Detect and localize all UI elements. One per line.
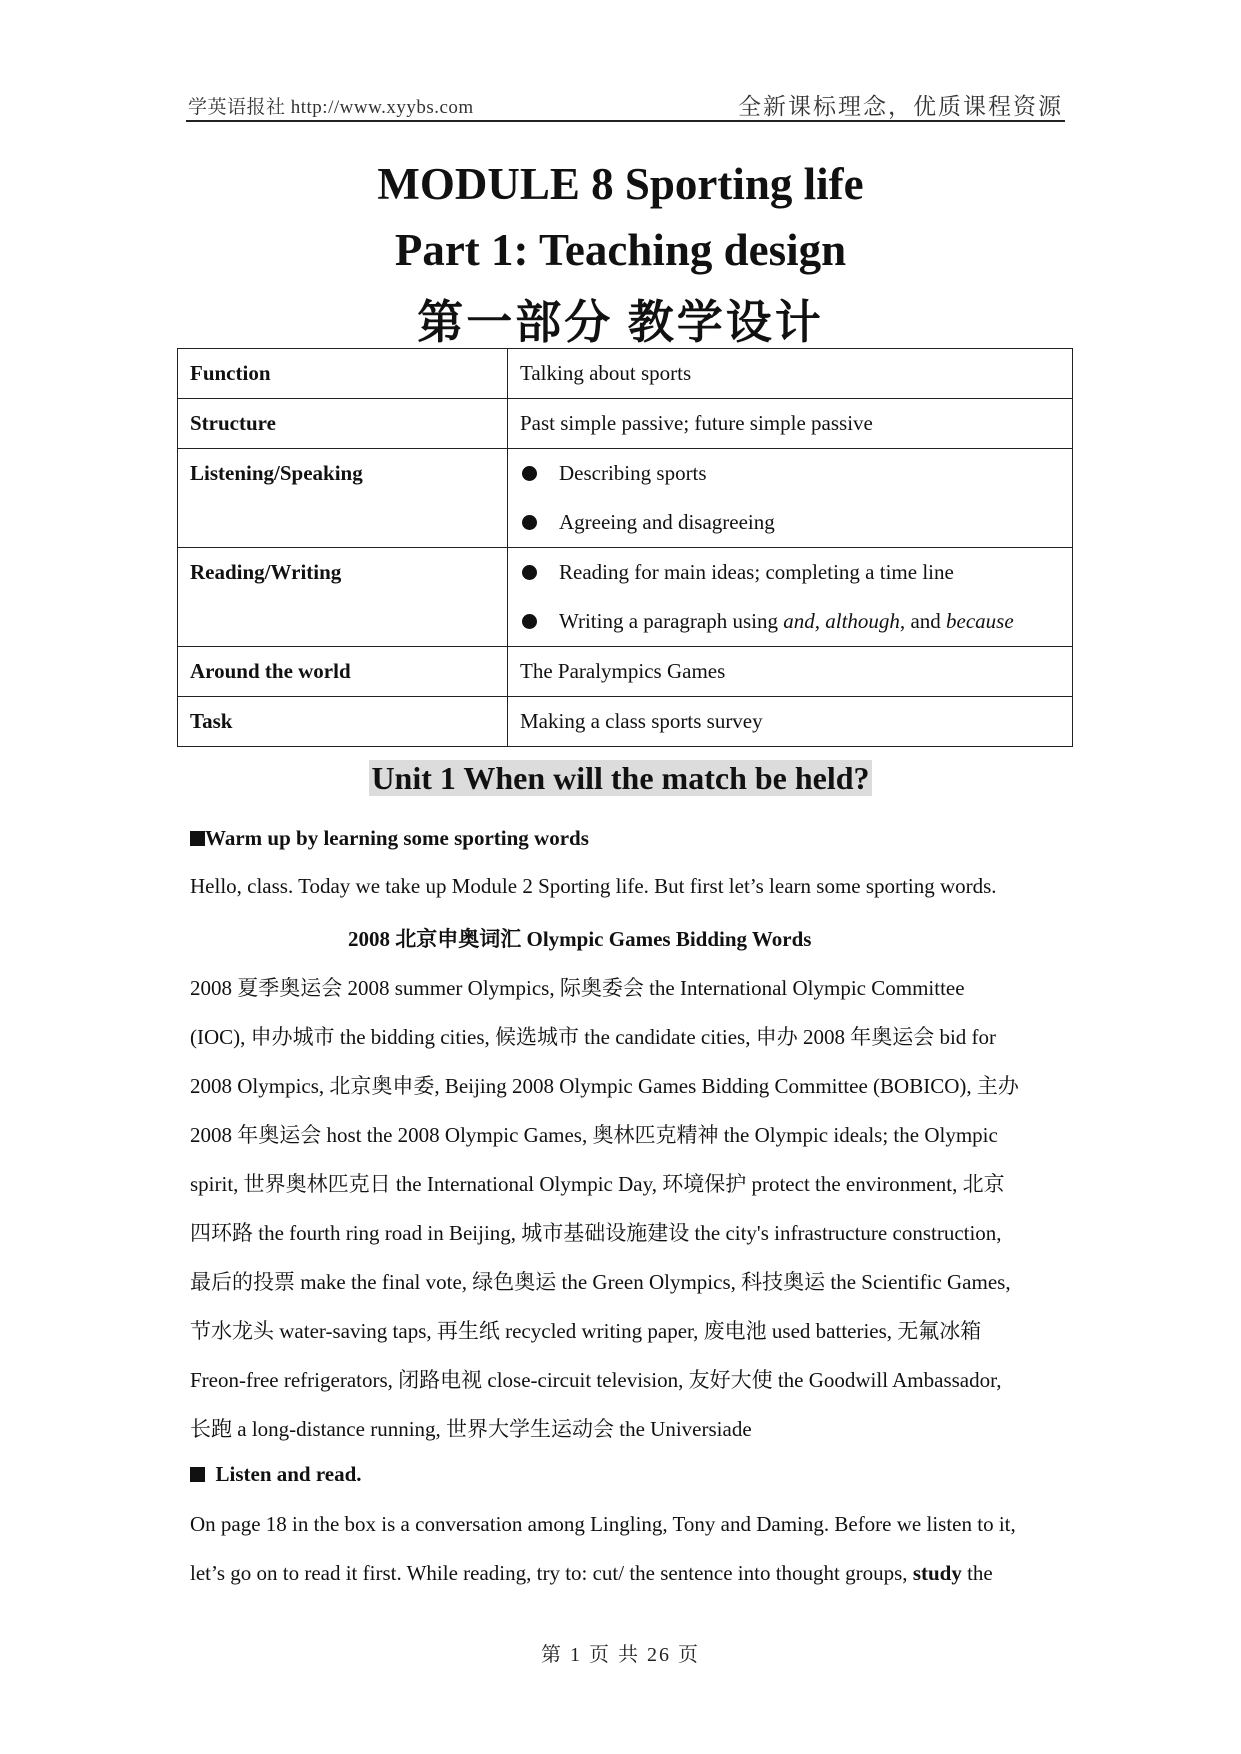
vocabulary-line: spirit, 世界奥林匹克日 the International Olympic Day, 环境保护 protect the environment, 北京 xyxy=(190,1172,1005,1196)
listen-line-bold: study xyxy=(912,1561,962,1585)
vocabulary-line: 长跑 a long-distance running, 世界大学生运动会 the Universiade xyxy=(190,1417,752,1441)
listen-paragraph-line: On page 18 in the box is a conversation among Lingling, Tony and Daming. Before we listen to it, xyxy=(190,1512,1016,1536)
vocabulary-line: (IOC), 申办城市 the bidding cities, 候选城市 the candidate cities, 申办 2008 年奥运会 bid for xyxy=(190,1025,997,1049)
reading-item-mid: and xyxy=(905,609,947,633)
listen-heading xyxy=(190,1462,362,1487)
list-item xyxy=(520,548,1060,597)
function-value: Talking about sports xyxy=(508,349,1073,399)
unit-title xyxy=(0,760,1241,797)
vocabulary-line: 节水龙头 water-saving taps, 再生纸 recycled writing paper, 废电池 used batteries, 无氟冰箱 xyxy=(190,1319,982,1343)
function-label: Function xyxy=(178,349,508,399)
warmup-heading xyxy=(190,826,589,851)
page-header xyxy=(186,88,1065,122)
vocabulary-line: 最后的投票 make the final vote, 绿色奥运 the Green Olympics, 科技奥运 the Scientific Games, xyxy=(190,1270,1011,1294)
structure-label: Structure xyxy=(178,399,508,449)
vocabulary-subheading: 2008 北京申奥词汇 Olympic Games Bidding Words xyxy=(348,927,812,951)
chinese-title: 第一部分 教学设计 xyxy=(417,297,824,348)
vocabulary-line: Freon-free refrigerators, 闭路电视 close-circuit television, 友好大使 the Goodwill Ambassador, xyxy=(190,1368,1002,1392)
table-row xyxy=(178,647,1073,697)
around-label: Around the world xyxy=(178,647,508,697)
table-row xyxy=(178,399,1073,449)
table-row xyxy=(178,349,1073,399)
bullet-icon xyxy=(522,565,537,580)
list-item xyxy=(520,498,1060,547)
task-value: Making a class sports survey xyxy=(508,697,1073,747)
warmup-intro: Hello, class. Today we take up Module 2 Sporting life. But first let’s learn some sporting words. xyxy=(190,874,997,898)
reading-label: Reading/Writing xyxy=(178,548,508,647)
vocabulary-line: 2008 Olympics, 北京奥申委, Beijing 2008 Olympic Games Bidding Committee (BOBICO), 主办 xyxy=(190,1074,1019,1098)
reading-value xyxy=(508,548,1073,647)
warmup-heading-text: Warm up by learning some sporting words xyxy=(205,826,589,850)
page-footer: 第 1 页 共 26 页 xyxy=(541,1644,700,1666)
module-title: MODULE 8 Sporting life xyxy=(377,159,864,209)
listening-label: Listening/Speaking xyxy=(178,449,508,548)
listening-item-text: Describing sports xyxy=(559,461,707,485)
unit-title-text: Unit 1 When will the match be held? xyxy=(371,760,870,796)
listening-value xyxy=(508,449,1073,548)
table-row xyxy=(178,697,1073,747)
reading-item-italic: and, although, xyxy=(783,609,906,633)
reading-item-text: Reading for main ideas; completing a time line xyxy=(559,560,954,584)
task-label: Task xyxy=(178,697,508,747)
table-row xyxy=(178,548,1073,647)
module-overview-table xyxy=(177,348,1073,747)
part-title: Part 1: Teaching design xyxy=(394,225,847,275)
bullet-icon xyxy=(522,466,537,481)
around-value: The Paralympics Games xyxy=(508,647,1073,697)
bullet-icon xyxy=(522,614,537,629)
structure-value: Past simple passive; future simple passive xyxy=(508,399,1073,449)
vocabulary-line: 2008 夏季奥运会 2008 summer Olympics, 际奥委会 the International Olympic Committee xyxy=(190,976,965,1000)
vocabulary-line: 四环路 the fourth ring road in Beijing, 城市基础设施建设 the city's infrastructure construction, xyxy=(190,1221,1002,1245)
header-publisher: 学英语报社 http://www.xyybs.com xyxy=(188,97,474,118)
list-item xyxy=(520,597,1060,646)
square-bullet-icon xyxy=(190,831,205,846)
list-item xyxy=(520,449,1060,498)
listen-heading-text: Listen and read. xyxy=(215,1462,362,1486)
listen-line-post: the xyxy=(961,1561,993,1585)
listen-line-pre: let’s go on to read it first. While reading, try to: cut/ the sentence into thought groups, xyxy=(190,1561,913,1585)
reading-item-italic: because xyxy=(946,609,1014,633)
table-row xyxy=(178,449,1073,548)
vocabulary-line: 2008 年奥运会 host the 2008 Olympic Games, 奥林匹克精神 the Olympic ideals; the Olympic xyxy=(190,1123,998,1147)
reading-item-pre: Writing a paragraph using xyxy=(559,609,784,633)
header-slogan: 全新课标理念，优质课程资源 xyxy=(738,94,1063,119)
listen-paragraph-line xyxy=(190,1561,993,1586)
listening-item-text: Agreeing and disagreeing xyxy=(559,510,775,534)
square-bullet-icon xyxy=(190,1467,205,1482)
bullet-icon xyxy=(522,515,537,530)
